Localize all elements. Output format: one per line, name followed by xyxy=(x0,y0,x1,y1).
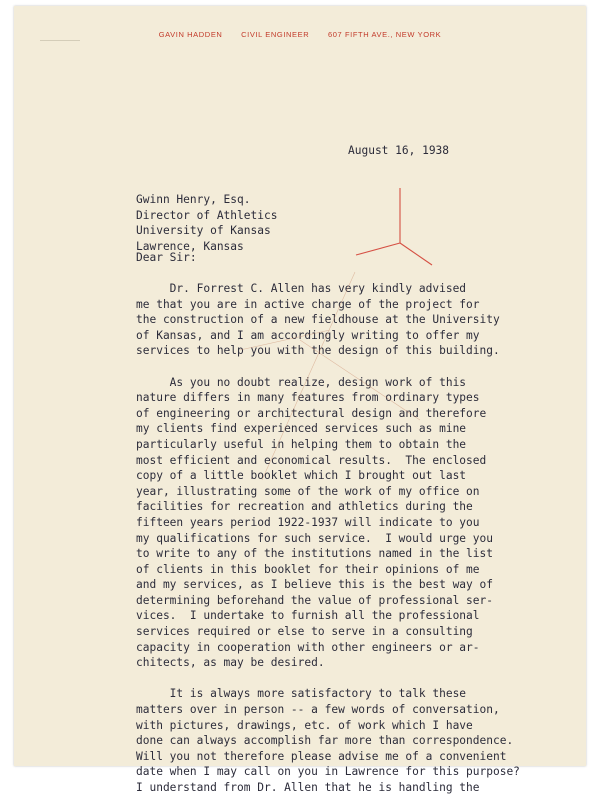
paper-mark xyxy=(40,40,80,47)
letter-body-line: As you no doubt realize, design work of this xyxy=(136,375,467,389)
letter-body-line: and my services, as I believe this is the best way of xyxy=(136,578,493,592)
letter-body-line: my clients find experienced services such as mine xyxy=(136,422,467,436)
letter-body-line: of Kansas, and I am accordingly writing to offer my xyxy=(136,328,480,342)
letter-body-line: services to help you with the design of this building. xyxy=(136,344,500,358)
letter-body-line xyxy=(136,671,520,687)
letter-body-line: fifteen years period 1922-1937 will indicate to you xyxy=(136,515,480,529)
letterhead-name: GAVIN HADDEN xyxy=(158,30,223,39)
letterhead-address: 607 FIFTH AVE., NEW YORK xyxy=(327,30,442,39)
letter-body-line: Dr. Forrest C. Allen has very kindly advised xyxy=(136,282,467,295)
letter-body-line: determining beforehand the value of professional ser- xyxy=(136,593,493,607)
recipient-address xyxy=(136,192,277,254)
salutation: Dear Sir: xyxy=(136,251,197,264)
letter-body-line xyxy=(136,359,520,375)
letter-body-line: done can always accomplish far more than correspondence. xyxy=(136,734,514,748)
letter-body-line: copy of a little booklet which I brought out last xyxy=(136,469,467,483)
recipient-line: Lawrence, Kansas xyxy=(136,239,244,253)
letter-body-line: the construction of a new fieldhouse at the University xyxy=(136,313,500,327)
letter-body-line: facilities for recreation and athletics during the xyxy=(136,500,473,514)
letter-body-line: me that you are in active charge of the project for xyxy=(136,297,480,311)
letter-body-line: particularly useful in helping them to obtain the xyxy=(136,437,467,451)
recipient-line: University of Kansas xyxy=(136,224,271,238)
letter-body-line: of clients in this booklet for their opinions of me xyxy=(136,562,480,576)
letterhead-title: CIVIL ENGINEER xyxy=(241,30,310,39)
letterhead xyxy=(0,30,600,39)
letter-body-line: most efficient and economical results. The enclosed xyxy=(136,453,487,467)
letter-body-line: with pictures, drawings, etc. of work which I have xyxy=(136,718,473,732)
letter-body-line: services required or else to serve in a consulting xyxy=(136,625,473,639)
letter-body-line: Will you not therefore please advise me of a convenient xyxy=(136,749,507,763)
recipient-line: Gwinn Henry, Esq. xyxy=(136,193,251,206)
letter-body-line: to write to any of the institutions named in the list xyxy=(136,547,493,561)
letter-body-line: nature differs in many features from ordinary types xyxy=(136,391,480,405)
letter-body xyxy=(136,281,520,796)
letter-body-line: capacity in cooperation with other engineers or ar- xyxy=(136,640,480,654)
letter-body-line: vices. I undertake to furnish all the professional xyxy=(136,609,480,623)
letter-body-line: matters over in person -- a few words of conversation, xyxy=(136,703,500,717)
letter-body-line: year, illustrating some of the work of my office on xyxy=(136,484,480,498)
letter-body-line: my qualifications for such service. I would urge you xyxy=(136,531,493,545)
letter-body-line: It is always more satisfactory to talk these xyxy=(136,687,467,701)
letter-body-line: chitects, as may be desired. xyxy=(136,656,325,670)
letter-date: August 16, 1938 xyxy=(348,144,450,157)
letter-body-line: of engineering or architectural design and therefore xyxy=(136,406,487,420)
recipient-line: Director of Athletics xyxy=(136,208,278,222)
letter-body-line: I understand from Dr. Allen that he is handling the xyxy=(136,781,480,794)
letter-body-line: date when I may call on you in Lawrence for this purpose? xyxy=(136,765,520,779)
